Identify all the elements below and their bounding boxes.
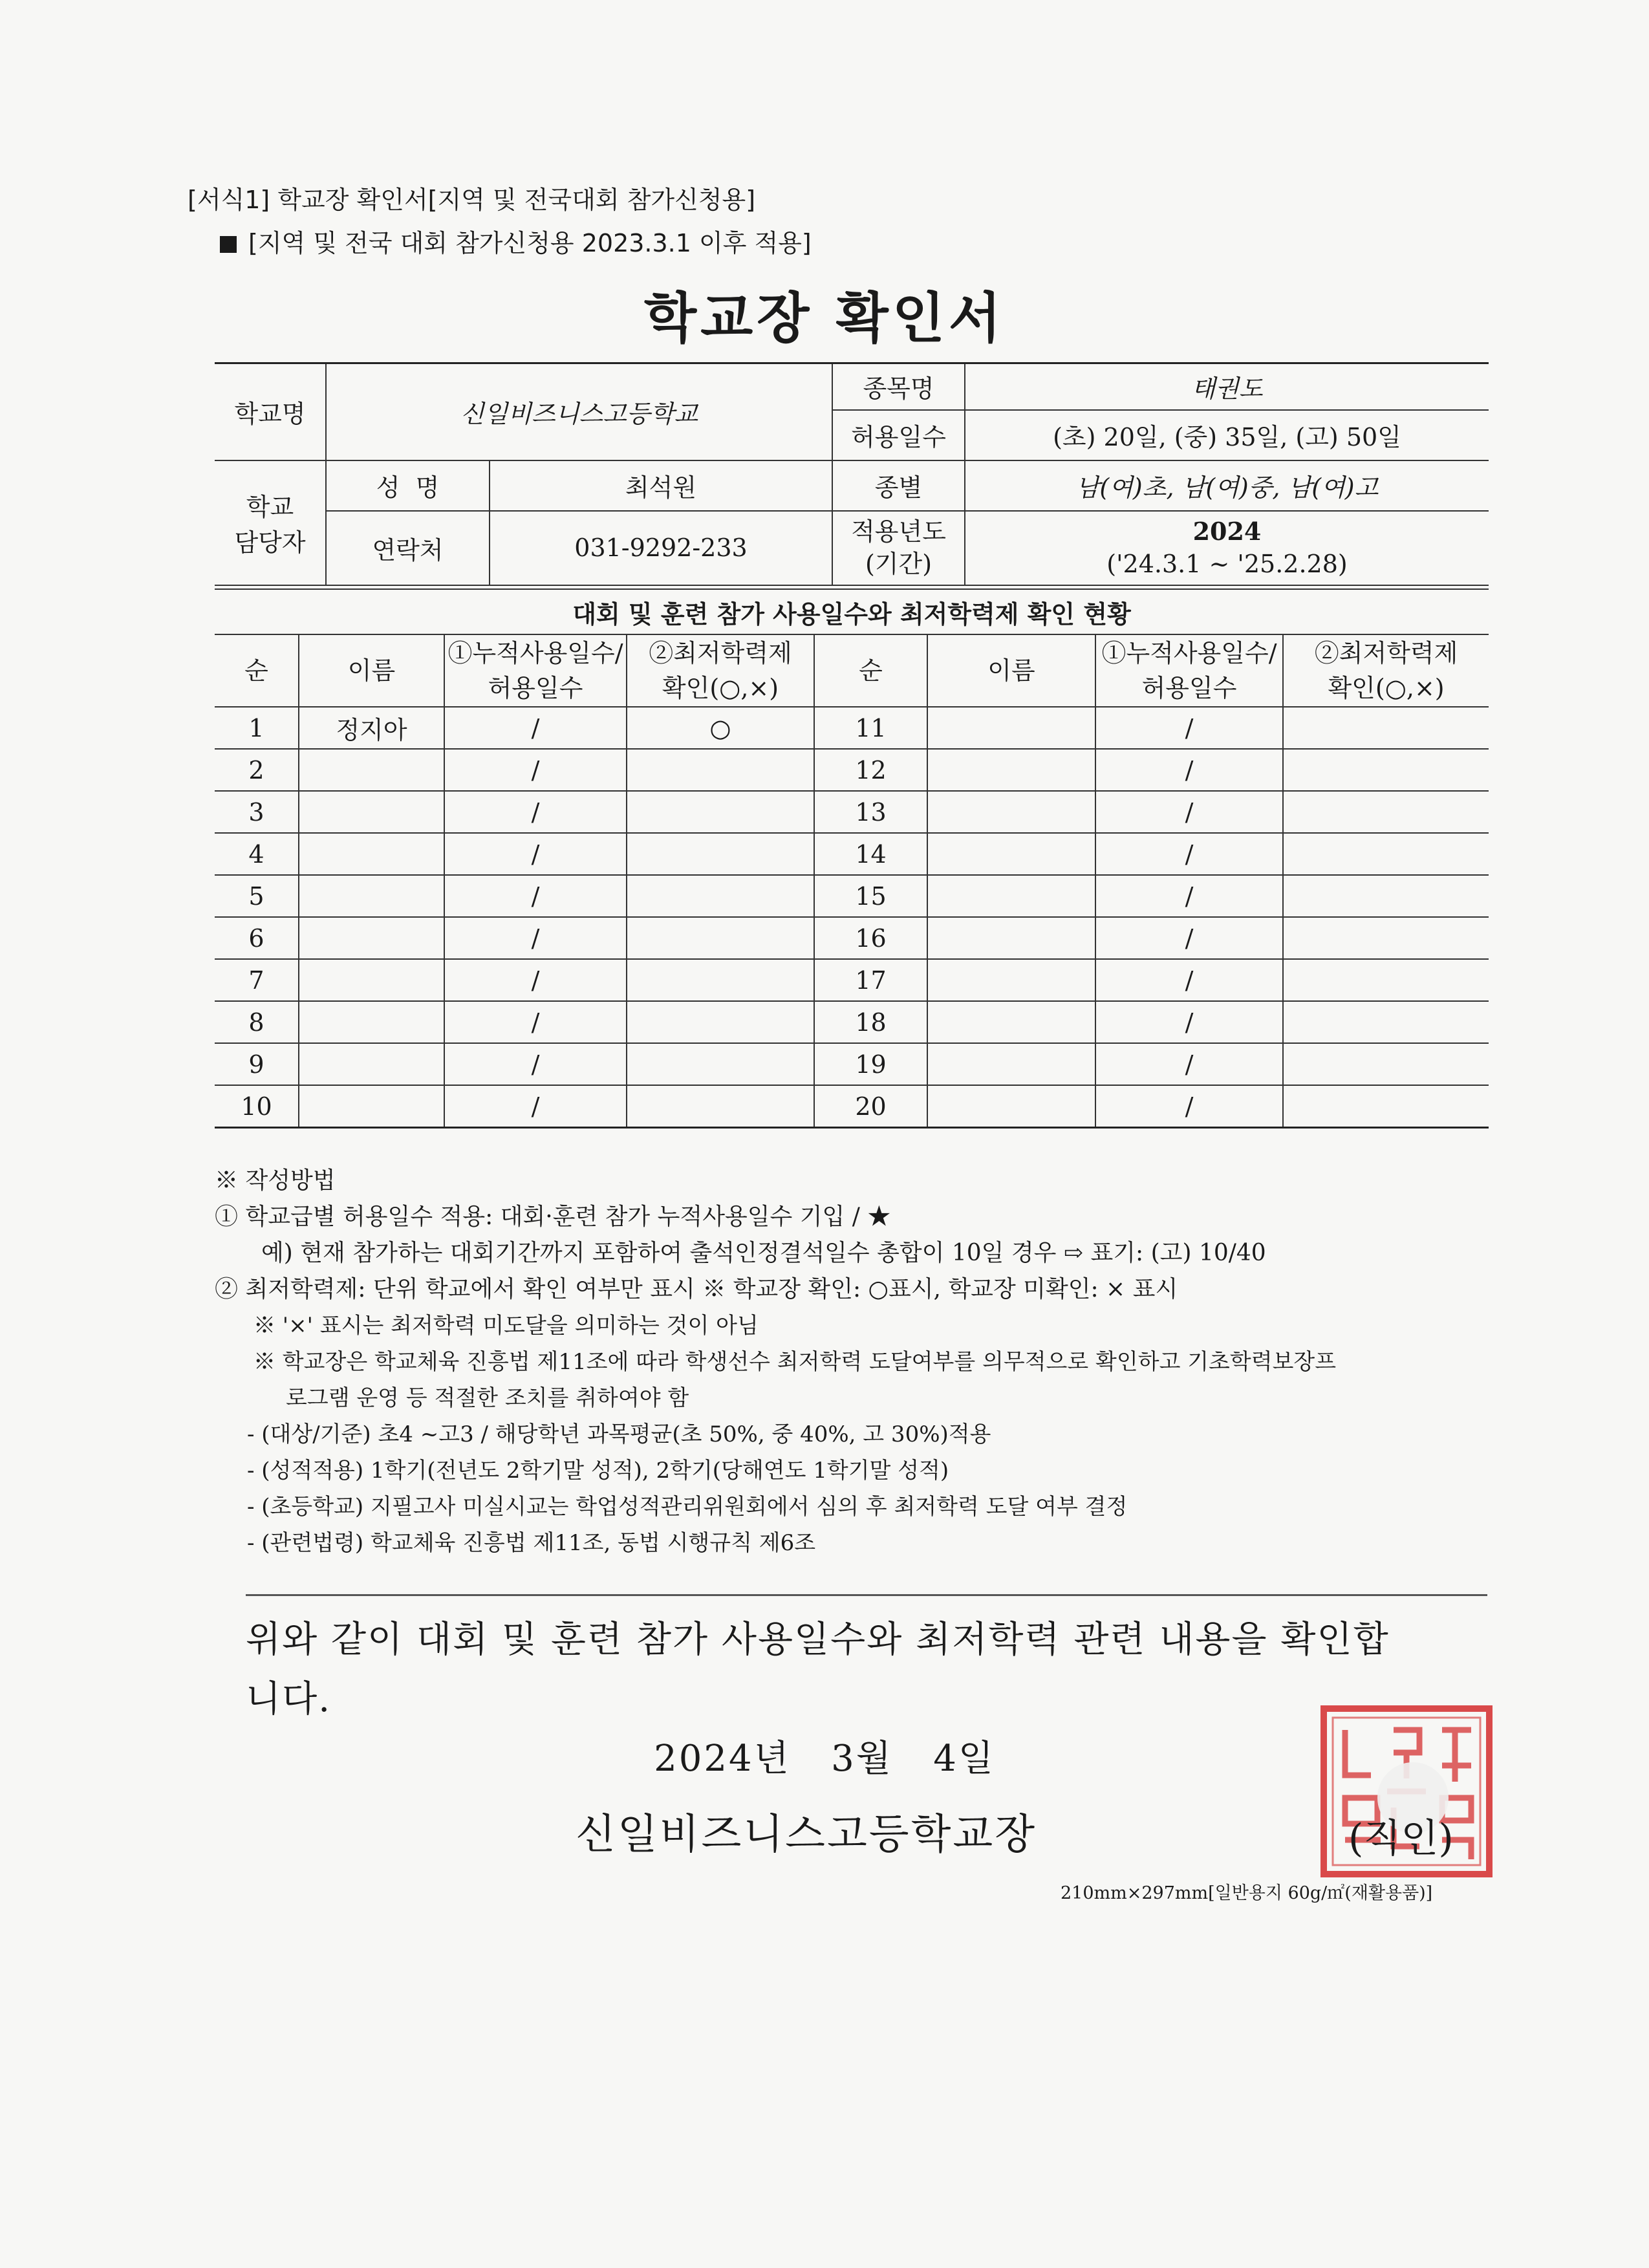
row-days: / bbox=[1095, 959, 1283, 1001]
row-days: / bbox=[444, 1043, 627, 1085]
allowed-days-value: (초) 20일, (중) 35일, (고) 50일 bbox=[965, 410, 1489, 460]
row-name bbox=[927, 833, 1095, 875]
note-dash-4: - (관련법령) 학교체육 진흥법 제11조, 동법 시행규칙 제6조 bbox=[247, 1530, 816, 1556]
col-check-right-line-2: 확인(○,×) bbox=[1328, 674, 1445, 702]
note-2-b-line-2: 로그램 운영 등 적절한 조치를 취하여야 함 bbox=[286, 1385, 689, 1411]
row-check bbox=[627, 1001, 814, 1043]
row-name bbox=[299, 875, 444, 917]
row-days: / bbox=[444, 791, 627, 833]
row-days: / bbox=[1095, 1043, 1283, 1085]
category-label: 종별 bbox=[832, 460, 965, 511]
row-name bbox=[927, 791, 1095, 833]
note-dash-3: - (초등학교) 지필고사 미실시교는 학업성적관리위원회에서 심의 후 최저학력 도달 여부 결정 bbox=[247, 1494, 1128, 1520]
note-2-a: ※ '×' 표시는 최저학력 미도달을 의미하는 것이 아님 bbox=[253, 1313, 759, 1339]
row-no: 18 bbox=[814, 1001, 927, 1043]
row-days: / bbox=[1095, 917, 1283, 959]
row-no: 13 bbox=[814, 791, 927, 833]
row-no: 6 bbox=[215, 917, 299, 959]
row-check bbox=[1283, 833, 1489, 875]
allowed-days-label: 허용일수 bbox=[832, 410, 965, 460]
confirmation-line-1: 위와 같이 대회 및 훈련 참가 사용일수와 최저학력 관련 내용을 확인합 bbox=[246, 1619, 1390, 1661]
row-check bbox=[1283, 959, 1489, 1001]
row-no: 17 bbox=[814, 959, 927, 1001]
col-no-right: 순 bbox=[814, 634, 927, 707]
square-bullet-icon bbox=[220, 236, 237, 253]
note-1-example: 예) 현재 참가하는 대회기간까지 포함하여 출석인정결석일수 총합이 10일 경우 ⇨ 표기: (고) 10/40 bbox=[261, 1240, 1266, 1266]
year-label-line-2: (기간) bbox=[865, 550, 932, 578]
event-value: 태권도 bbox=[965, 363, 1489, 410]
info-table bbox=[215, 362, 1489, 586]
row-name bbox=[927, 749, 1095, 791]
table-row bbox=[215, 875, 1489, 917]
row-name bbox=[927, 917, 1095, 959]
row-days: / bbox=[1095, 1001, 1283, 1043]
row-check bbox=[1283, 1085, 1489, 1128]
row-check bbox=[627, 875, 814, 917]
col-check-right-line-1: ②최저학력제 bbox=[1314, 639, 1458, 667]
row-days: / bbox=[444, 959, 627, 1001]
year-value-cell bbox=[965, 511, 1489, 585]
row-check bbox=[627, 791, 814, 833]
row-no: 10 bbox=[215, 1085, 299, 1128]
year-label bbox=[832, 511, 965, 585]
note-2: ② 최저학력제: 단위 학교에서 확인 여부만 표시 ※ 학교장 확인: ○표시, 학교장 미확인: × 표시 bbox=[215, 1276, 1178, 1302]
note-dash-2: - (성적적용) 1학기(전년도 2학기말 성적), 2학기(당해연도 1학기말 성적) bbox=[247, 1458, 949, 1484]
row-name bbox=[299, 749, 444, 791]
row-check bbox=[1283, 1001, 1489, 1043]
row-check bbox=[627, 1043, 814, 1085]
year-value: 2024 bbox=[1192, 517, 1262, 546]
row-name bbox=[927, 1085, 1095, 1128]
principal-signature: 신일비즈니스고등학교장 bbox=[576, 1811, 1037, 1859]
event-label: 종목명 bbox=[832, 363, 965, 410]
teacher-label bbox=[215, 460, 326, 585]
row-no: 16 bbox=[814, 917, 927, 959]
row-days: / bbox=[444, 749, 627, 791]
seal-note: (직인) bbox=[1348, 1816, 1454, 1861]
row-days: / bbox=[444, 1001, 627, 1043]
col-days-right bbox=[1095, 634, 1283, 707]
confirmation-line-2: 니다. bbox=[246, 1678, 331, 1720]
row-check bbox=[627, 959, 814, 1001]
table-row bbox=[215, 833, 1489, 875]
period-value: ('24.3.1 ~ '25.2.28) bbox=[1106, 550, 1348, 578]
row-check bbox=[1283, 791, 1489, 833]
teacher-label-line-2: 담당자 bbox=[234, 528, 306, 557]
row-name bbox=[299, 1085, 444, 1128]
col-days-right-line-2: 허용일수 bbox=[1141, 674, 1237, 702]
col-check-line-2: 확인(○,×) bbox=[662, 674, 779, 702]
row-check bbox=[627, 833, 814, 875]
row-check bbox=[1283, 917, 1489, 959]
applicability-text: [지역 및 전국 대회 참가신청용 2023.3.1 이후 적용] bbox=[248, 229, 812, 257]
row-no: 9 bbox=[215, 1043, 299, 1085]
table-row bbox=[215, 1001, 1489, 1043]
row-days: / bbox=[1095, 791, 1283, 833]
name-value: 최석원 bbox=[490, 460, 832, 511]
row-no: 20 bbox=[814, 1085, 927, 1128]
row-days: / bbox=[1095, 707, 1283, 749]
confirmation-text bbox=[246, 1610, 1474, 1729]
applicability-note bbox=[220, 223, 812, 259]
note-2-b-line-1: ※ 학교장은 학교체육 진흥법 제11조에 따라 학생선수 최저학력 도달여부를 의무적으로 확인하고 기초학력보장프 bbox=[253, 1349, 1337, 1375]
row-name bbox=[299, 1043, 444, 1085]
row-no: 3 bbox=[215, 791, 299, 833]
row-no: 2 bbox=[215, 749, 299, 791]
row-name bbox=[299, 791, 444, 833]
col-days bbox=[444, 634, 627, 707]
row-check bbox=[1283, 707, 1489, 749]
table-row bbox=[215, 959, 1489, 1001]
row-name bbox=[927, 875, 1095, 917]
records-header-row bbox=[215, 634, 1489, 707]
row-no: 1 bbox=[215, 707, 299, 749]
row-name bbox=[927, 959, 1095, 1001]
row-check: ○ bbox=[627, 707, 814, 749]
table-row bbox=[215, 749, 1489, 791]
row-no: 19 bbox=[814, 1043, 927, 1085]
row-check bbox=[627, 1085, 814, 1128]
row-no: 8 bbox=[215, 1001, 299, 1043]
row-name bbox=[299, 1001, 444, 1043]
row-days: / bbox=[1095, 875, 1283, 917]
row-days: / bbox=[1095, 1085, 1283, 1128]
document-title: 학교장 확인서 bbox=[643, 286, 1006, 350]
col-name: 이름 bbox=[299, 634, 444, 707]
note-1: ① 학교급별 허용일수 적용: 대회·훈련 참가 누적사용일수 기입 / ★ bbox=[215, 1204, 891, 1230]
row-name bbox=[927, 707, 1095, 749]
records-body bbox=[215, 707, 1489, 1128]
divider bbox=[246, 1594, 1487, 1596]
notes-heading: ※ 작성방법 bbox=[215, 1167, 336, 1194]
records-caption: 대회 및 훈련 참가 사용일수와 최저학력제 확인 현황 bbox=[215, 589, 1489, 634]
table-row bbox=[215, 1043, 1489, 1085]
row-days: / bbox=[444, 917, 627, 959]
table-row bbox=[215, 1085, 1489, 1128]
row-days: / bbox=[1095, 833, 1283, 875]
row-check bbox=[1283, 749, 1489, 791]
year-label-line-1: 적용년도 bbox=[851, 517, 946, 546]
col-days-right-line-1: ①누적사용일수/ bbox=[1101, 639, 1277, 667]
col-name-right: 이름 bbox=[927, 634, 1095, 707]
row-check bbox=[1283, 1043, 1489, 1085]
row-days: / bbox=[444, 1085, 627, 1128]
row-no: 5 bbox=[215, 875, 299, 917]
table-row bbox=[215, 707, 1489, 749]
row-name bbox=[299, 833, 444, 875]
row-check bbox=[1283, 875, 1489, 917]
records-table bbox=[215, 589, 1489, 1129]
row-name: 정지아 bbox=[299, 707, 444, 749]
row-days: / bbox=[444, 707, 627, 749]
row-check bbox=[627, 917, 814, 959]
table-row bbox=[215, 791, 1489, 833]
school-label: 학교명 bbox=[215, 363, 326, 460]
col-check bbox=[627, 634, 814, 707]
teacher-label-line-1: 학교 bbox=[246, 493, 294, 521]
notes-section bbox=[215, 1163, 1508, 1561]
row-name bbox=[927, 1043, 1095, 1085]
col-no: 순 bbox=[215, 634, 299, 707]
row-no: 12 bbox=[814, 749, 927, 791]
row-days: / bbox=[444, 875, 627, 917]
col-days-line-2: 허용일수 bbox=[488, 674, 583, 702]
row-name bbox=[299, 959, 444, 1001]
col-days-line-1: ①누적사용일수/ bbox=[447, 639, 623, 667]
table-row bbox=[215, 917, 1489, 959]
note-dash-1: - (대상/기준) 초4 ~고3 / 해당학년 과목평균(초 50%, 중 40%, 고 30%)적용 bbox=[247, 1421, 991, 1447]
category-value: 남(여)초, 남(여)중, 남(여)고 bbox=[965, 460, 1489, 511]
row-name bbox=[927, 1001, 1095, 1043]
contact-label: 연락처 bbox=[326, 511, 490, 585]
row-check bbox=[627, 749, 814, 791]
row-no: 7 bbox=[215, 959, 299, 1001]
row-no: 15 bbox=[814, 875, 927, 917]
confirmation-date: 2024년 3월 4일 bbox=[654, 1738, 995, 1780]
row-days: / bbox=[1095, 749, 1283, 791]
row-name bbox=[299, 917, 444, 959]
col-check-line-1: ②최저학력제 bbox=[649, 639, 792, 667]
form-label: [서식1] 학교장 확인서[지역 및 전국대회 참가신청용] bbox=[188, 186, 756, 214]
contact-value: 031-9292-233 bbox=[490, 511, 832, 585]
row-no: 11 bbox=[814, 707, 927, 749]
row-no: 4 bbox=[215, 833, 299, 875]
school-value: 신일비즈니스고등학교 bbox=[326, 363, 832, 460]
paper-spec: 210mm×297mm[일반용지 60g/㎡(재활용품)] bbox=[1061, 1883, 1433, 1903]
col-check-right bbox=[1283, 634, 1489, 707]
row-no: 14 bbox=[814, 833, 927, 875]
name-label: 성 명 bbox=[326, 460, 490, 511]
row-days: / bbox=[444, 833, 627, 875]
